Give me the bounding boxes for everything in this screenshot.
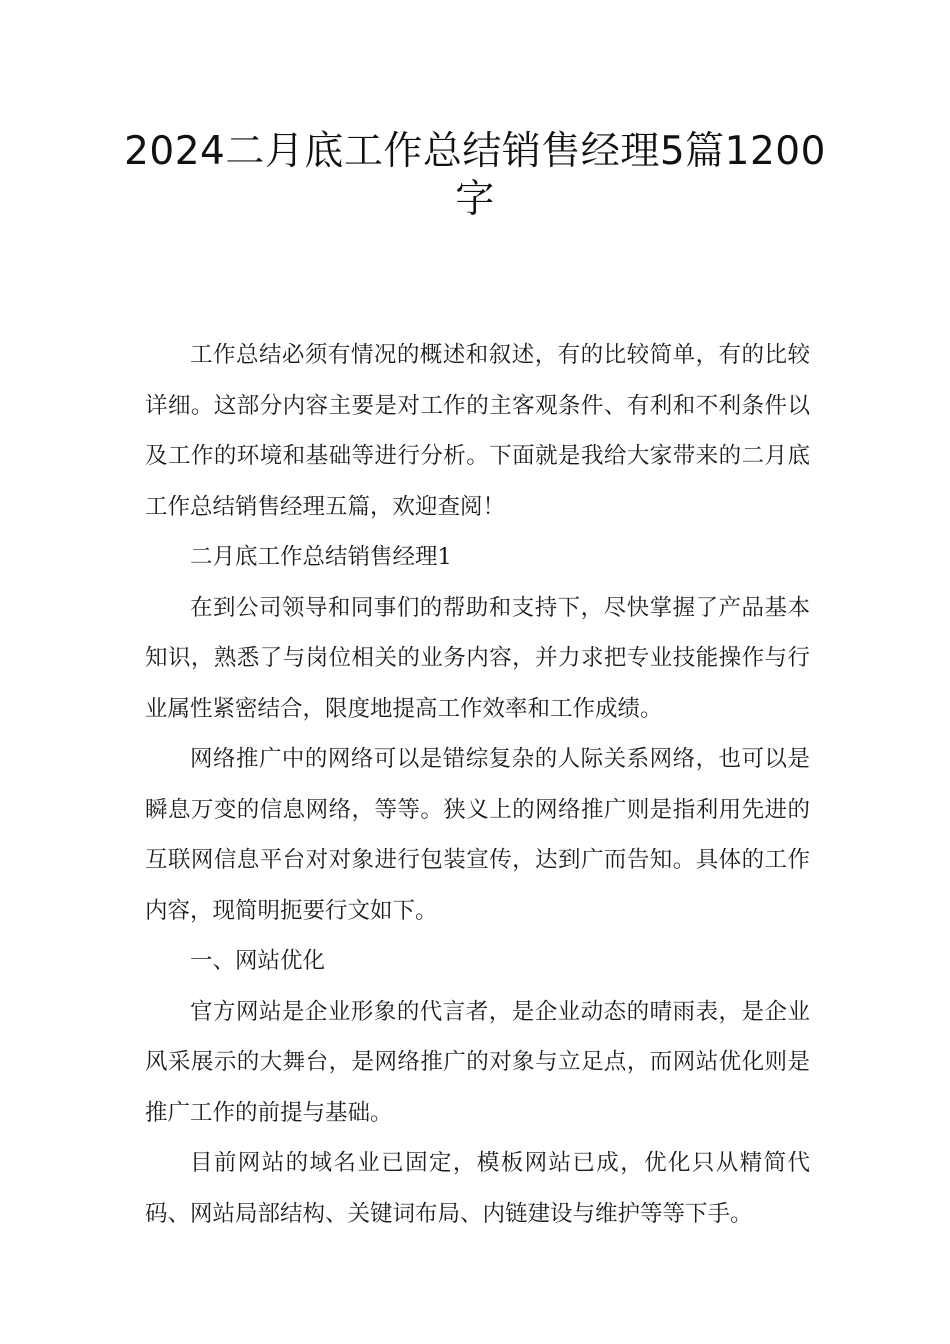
document-body	[145, 330, 810, 1239]
section-heading-1: 二月底工作总结销售经理1	[190, 544, 452, 570]
document-title: 2024二月底工作总结销售经理5篇1200字	[124, 129, 826, 222]
paragraph: 网络推广中的网络可以是错综复杂的人际关系网络，也可以是瞬息万变的信息网络，等等。狭义上的网络推广则是指利用先进的互联网信息平台对对象进行包装宣传，达到广而告知。具体的工作内容，现简明扼要行文如下。	[145, 746, 810, 924]
subheading-website-optimization: 一、网站优化	[190, 948, 326, 974]
paragraph-intro: 工作总结必须有情况的概述和叙述，有的比较简单，有的比较详细。这部分内容主要是对工作的主客观条件、有利和不利条件以及工作的环境和基础等进行分析。下面就是我给大家带来的二月底工作总结销售经理五篇，欢迎查阅！	[145, 342, 810, 520]
paragraph: 官方网站是企业形象的代言者，是企业动态的晴雨表，是企业风采展示的大舞台，是网络推广的对象与立足点，而网站优化则是推广工作的前提与基础。	[145, 998, 810, 1126]
paragraph: 目前网站的域名业已固定，模板网站已成，优化只从精简代码、网站局部结构、关键词布局、内链建设与维护等等下手。	[145, 1150, 810, 1227]
paragraph: 在到公司领导和同事们的帮助和支持下，尽快掌握了产品基本知识，熟悉了与岗位相关的业务内容，并力求把专业技能操作与行业属性紧密结合，限度地提高工作效率和工作成绩。	[145, 594, 810, 722]
